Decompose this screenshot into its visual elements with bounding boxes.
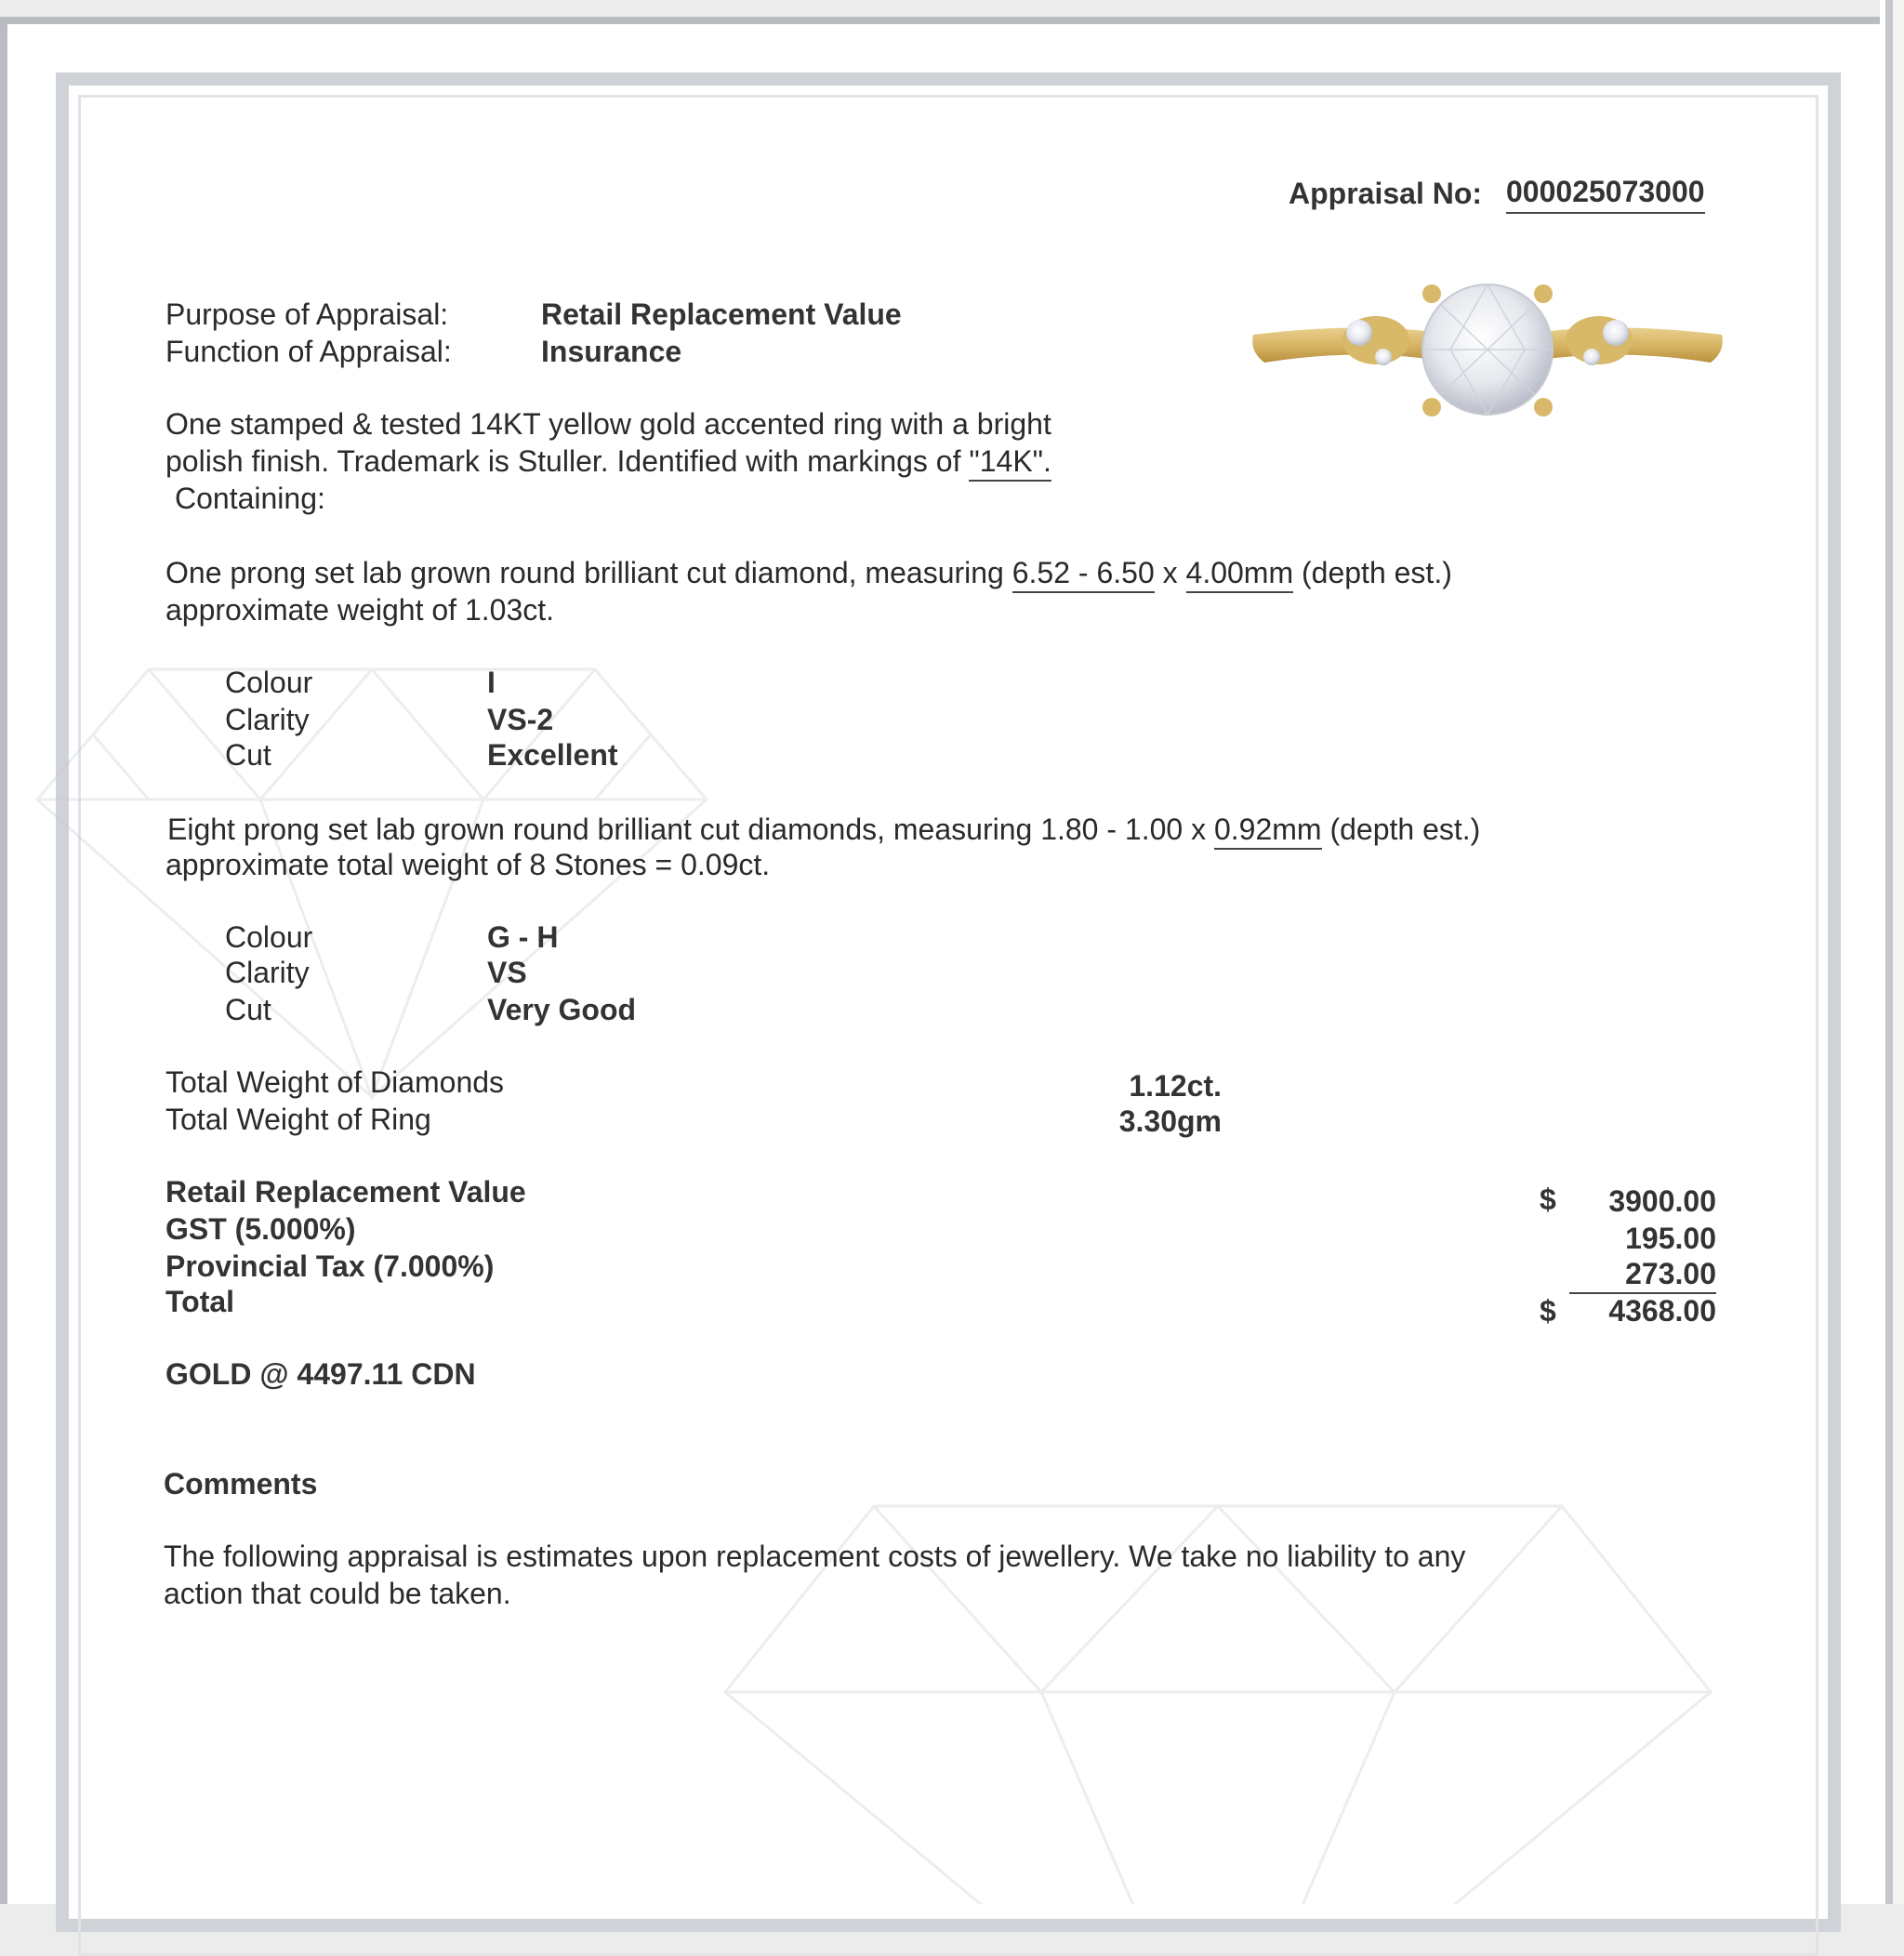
gst-label: GST (5.000%) bbox=[165, 1212, 356, 1246]
center-colour-label: Colour bbox=[225, 666, 313, 699]
center-stone-line-1 bbox=[165, 554, 1452, 591]
diamonds-weight-label: Total Weight of Diamonds bbox=[165, 1065, 505, 1099]
center-stone-dims: 6.52 - 6.50 bbox=[1012, 556, 1155, 593]
retail-value: 3900.00 bbox=[1608, 1184, 1716, 1218]
accent-stones-line-1 bbox=[167, 811, 1480, 848]
accent-colour-label: Colour bbox=[225, 920, 313, 954]
ring-weight-label: Total Weight of Ring bbox=[165, 1103, 431, 1136]
description-line-3: Containing: bbox=[175, 482, 325, 515]
total-label: Total bbox=[165, 1285, 235, 1318]
gold-price: GOLD @ 4497.11 CDN bbox=[165, 1357, 476, 1391]
function-value: Insurance bbox=[541, 335, 682, 368]
accent-clarity-value: VS bbox=[487, 956, 527, 989]
diamonds-weight-value: 1.12ct. bbox=[1129, 1069, 1222, 1103]
center-colour-value: I bbox=[487, 666, 496, 699]
accent-stones-depth: 0.92mm bbox=[1214, 813, 1322, 850]
purpose-label: Purpose of Appraisal: bbox=[165, 297, 449, 331]
description-line-2 bbox=[165, 443, 1051, 480]
provincial-tax-label: Provincial Tax (7.000%) bbox=[165, 1249, 495, 1283]
total-currency: $ bbox=[1540, 1294, 1556, 1328]
appraisal-number-label: Appraisal No: bbox=[1289, 177, 1483, 210]
appraisal-number: 000025073000 bbox=[1506, 173, 1705, 214]
accent-cut-value: Very Good bbox=[487, 993, 637, 1026]
center-stone-line-2: approximate weight of 1.03ct. bbox=[165, 593, 555, 627]
accent-stones-depth-note: (depth est.) bbox=[1321, 813, 1481, 846]
accent-stones-text: Eight prong set lab grown round brilliant cut diamonds, measuring 1.80 - 1.00 x bbox=[167, 813, 1214, 846]
ring-photo-icon bbox=[1246, 277, 1729, 435]
total-value: 4368.00 bbox=[1608, 1294, 1716, 1328]
accent-colour-value: G - H bbox=[487, 920, 559, 954]
comments-heading: Comments bbox=[164, 1467, 318, 1500]
purpose-value: Retail Replacement Value bbox=[541, 297, 902, 331]
center-stone-depth: 4.00mm bbox=[1186, 556, 1294, 593]
center-stone-text: One prong set lab grown round brilliant cut diamond, measuring bbox=[165, 556, 1012, 589]
hallmark-text: "14K". bbox=[969, 444, 1051, 482]
center-cut-label: Cut bbox=[225, 738, 271, 772]
comments-line-1: The following appraisal is estimates upon replacement costs of jewellery. We take no liability to any bbox=[164, 1540, 1466, 1573]
center-clarity-label: Clarity bbox=[225, 703, 310, 736]
accent-clarity-label: Clarity bbox=[225, 956, 310, 989]
retail-value-label: Retail Replacement Value bbox=[165, 1175, 526, 1209]
center-clarity-value: VS-2 bbox=[487, 703, 554, 736]
function-label: Function of Appraisal: bbox=[165, 335, 452, 368]
provincial-tax-value: 273.00 bbox=[1625, 1257, 1716, 1290]
center-stone-x: x bbox=[1154, 556, 1186, 589]
description-line-2-text: polish finish. Trademark is Stuller. Identified with markings of bbox=[165, 444, 970, 478]
comments-line-2: action that could be taken. bbox=[164, 1577, 511, 1610]
ring-weight-value: 3.30gm bbox=[1118, 1104, 1222, 1138]
center-cut-value: Excellent bbox=[487, 738, 618, 772]
description-line-1: One stamped & tested 14KT yellow gold accented ring with a bright bbox=[165, 407, 1051, 441]
gst-value: 195.00 bbox=[1625, 1222, 1716, 1255]
center-stone-depth-note: (depth est.) bbox=[1293, 556, 1452, 589]
accent-stones-line-2: approximate total weight of 8 Stones = 0.09ct. bbox=[165, 848, 771, 881]
retail-currency: $ bbox=[1540, 1183, 1556, 1216]
accent-cut-label: Cut bbox=[225, 993, 271, 1026]
diamond-watermark-icon bbox=[707, 1450, 1729, 1904]
